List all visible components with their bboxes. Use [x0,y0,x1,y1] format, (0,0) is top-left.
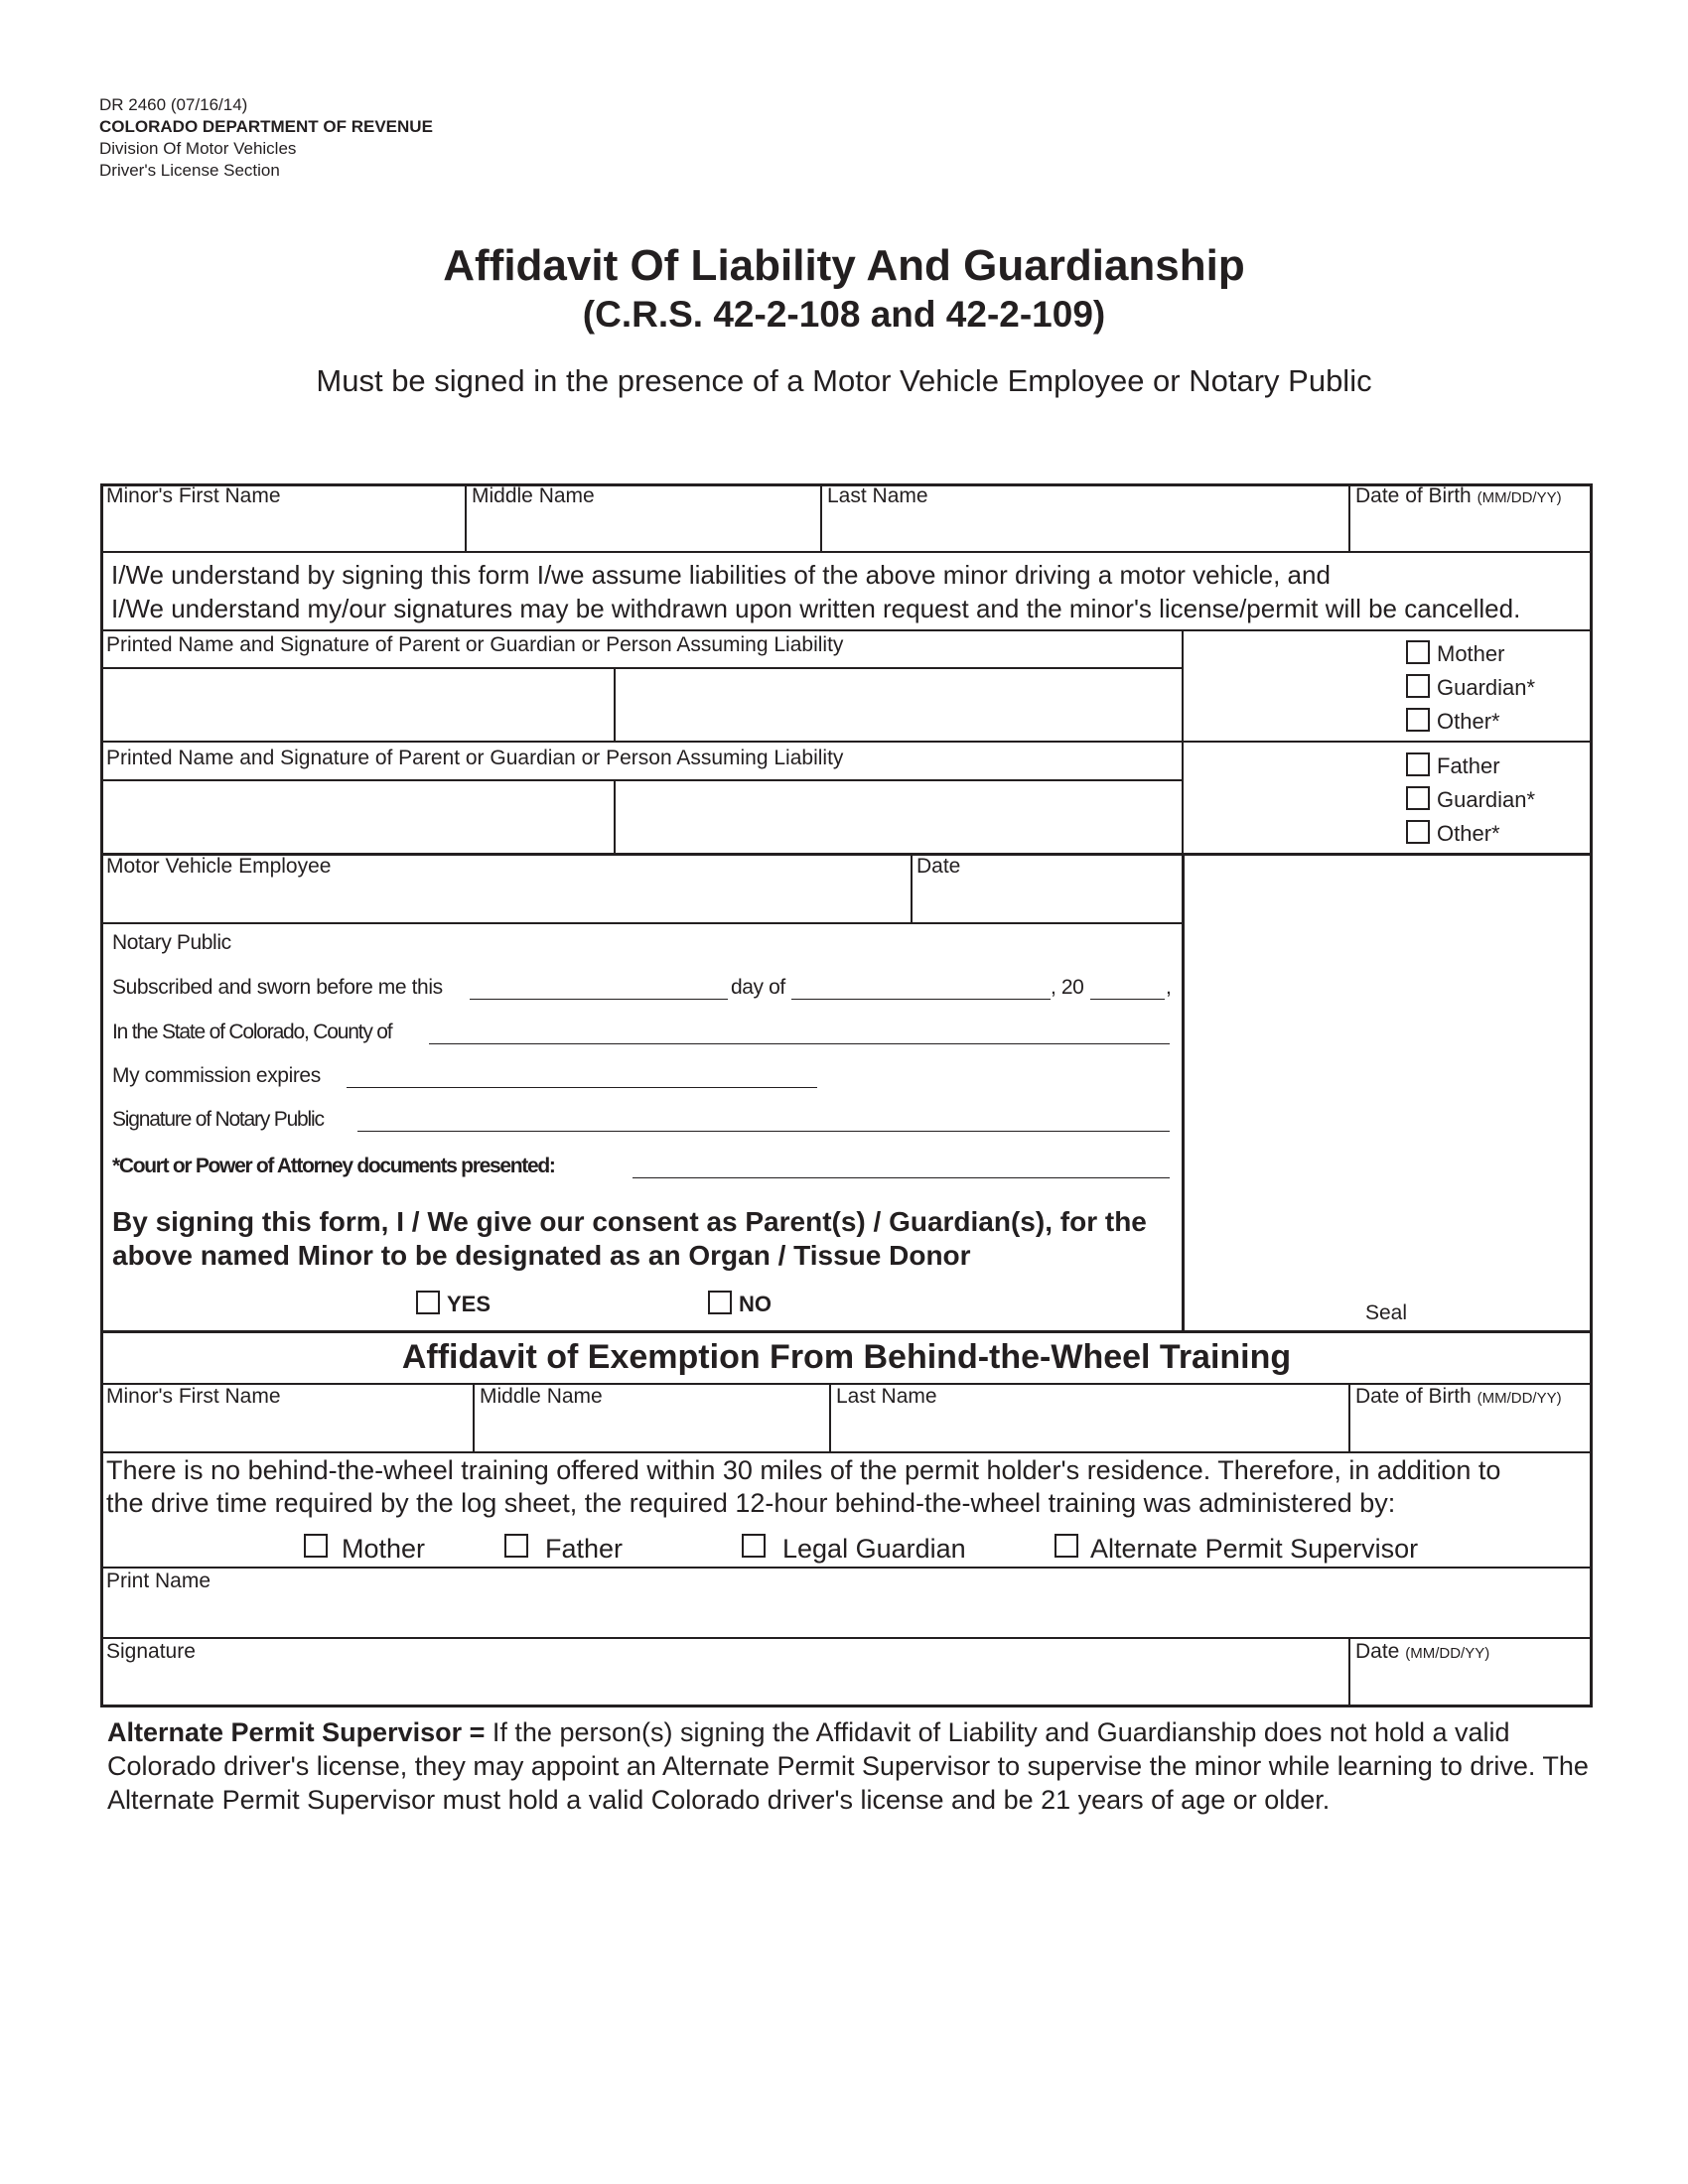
court-documents-line[interactable] [633,1177,1170,1178]
guardian-checkbox-2[interactable] [1406,786,1430,810]
divider [100,1330,1593,1333]
divider [100,741,1593,743]
other-option-label-2: Other* [1437,821,1500,846]
form-number: DR 2460 (07/16/14) [99,95,248,114]
year-prefix-label: , 20 [1051,976,1084,999]
exemption-middle-name-field[interactable] [475,1411,828,1450]
divider [911,853,913,923]
parent-printed-name-field-1[interactable] [102,670,613,740]
divider [1348,483,1350,551]
section-name: Driver's License Section [99,161,280,180]
father-option-label: Father [1437,753,1500,778]
seal-label: Seal [1365,1301,1408,1324]
notary-seal-area [1185,856,1591,1330]
exemption-mother-label: Mother [342,1534,426,1564]
signature-date-label: Date (MM/DD/YY) [1355,1640,1490,1663]
divider [614,667,616,741]
father-checkbox[interactable] [1406,752,1430,776]
presence-note: Must be signed in the presence of a Motor Vehicle Employee or Notary Public [316,363,1372,398]
minor-first-name-label: Minor's First Name [106,484,281,507]
divider [100,1451,1593,1453]
exemption-father-label: Father [545,1534,624,1564]
exemption-last-name-label: Last Name [836,1385,937,1408]
middle-name-label: Middle Name [472,484,595,507]
signature-date-field[interactable] [1350,1665,1591,1706]
mother-checkbox[interactable] [1406,640,1430,664]
exemption-statement-line-1: There is no behind-the-wheel training offered within 30 miles of the permit holder's residence. Therefore, in addition to [106,1455,1501,1485]
divider [100,1567,1593,1569]
divider [100,629,1593,631]
county-label: In the State of Colorado, County of [112,1021,392,1043]
organ-donor-no-checkbox[interactable] [708,1291,732,1314]
exemption-mother-checkbox[interactable] [304,1534,328,1558]
exemption-alternate-supervisor-label: Alternate Permit Supervisor [1090,1534,1419,1564]
mother-option-label: Mother [1437,641,1505,666]
exemption-legal-guardian-label: Legal Guardian [782,1534,966,1564]
exemption-section-title: Affidavit of Exemption From Behind-the-Wheel Training [401,1338,1292,1376]
last-name-label: Last Name [827,484,928,507]
court-documents-label: *Court or Power of Attorney documents presented: [112,1155,555,1177]
alternate-supervisor-footnote [107,1715,1597,1817]
employee-date-field[interactable] [914,880,1180,921]
notary-public-title: Notary Public [112,931,231,954]
divider [100,551,1593,553]
page-subtitle: (C.R.S. 42-2-108 and 42-2-109) [582,294,1106,335]
subscribed-day-line[interactable] [470,999,728,1000]
footnote-text: If the person(s) signing the Affidavit of Liability and Guardianship does not hold a valid Colorado driver's license, they may appoint an Alternate Permit Supervisor to supervise the minor while learning to drive. The Alternate Permit Supervisor must hold a valid Colorado driver's license and be 21 years of age or older. [107,1717,1589,1815]
parent-signature-label-2: Printed Name and Signature of Parent or Guardian or Person Assuming Liability [106,747,844,769]
parent-signature-field-2[interactable] [617,782,1181,853]
signature-label: Signature [106,1640,196,1663]
subscribed-comma: , [1166,976,1172,999]
notary-signature-line[interactable] [357,1131,1170,1132]
commission-expires-line[interactable] [347,1087,817,1088]
signature-field[interactable] [102,1665,1347,1706]
divider [100,1637,1593,1639]
organ-donor-yes-checkbox[interactable] [416,1291,440,1314]
subscribed-year-line[interactable] [1090,999,1165,1000]
divider [614,779,616,855]
page-title: Affidavit Of Liability And Guardianship [443,241,1245,290]
commission-expires-label: My commission expires [112,1064,321,1087]
guardian-checkbox-1[interactable] [1406,674,1430,698]
organ-donor-yes-label: YES [447,1292,492,1316]
understand-line-1: I/We understand by signing this form I/we assume liabilities of the above minor driving a motor vehicle, and [111,560,1331,590]
dob-label: Date of Birth (MM/DD/YY) [1355,484,1562,507]
subscribed-label: Subscribed and sworn before me this [112,976,443,999]
divider [100,779,1182,781]
exemption-alternate-supervisor-checkbox[interactable] [1055,1534,1078,1558]
exemption-first-name-label: Minor's First Name [106,1385,281,1408]
exemption-legal-guardian-checkbox[interactable] [742,1534,766,1558]
guardian-option-label-1: Guardian* [1437,675,1536,700]
employee-date-label: Date [916,855,961,878]
divider [820,483,822,551]
county-line[interactable] [429,1043,1170,1044]
print-name-label: Print Name [106,1570,211,1592]
parent-printed-name-field-2[interactable] [102,782,613,853]
exemption-first-name-field[interactable] [102,1411,472,1450]
motor-vehicle-employee-field[interactable] [102,880,910,921]
divider [100,667,1182,669]
exemption-middle-name-label: Middle Name [480,1385,603,1408]
other-checkbox-2[interactable] [1406,820,1430,844]
divider [100,922,1182,924]
parent-signature-field-1[interactable] [617,670,1181,740]
organ-donor-consent-text: By signing this form, I / We give our consent as Parent(s) / Guardian(s), for the above named Minor to be designated as an Organ / Tissue Donor [112,1206,1147,1271]
exemption-father-checkbox[interactable] [504,1534,528,1558]
exemption-dob-label: Date of Birth (MM/DD/YY) [1355,1385,1562,1408]
division-name: Division Of Motor Vehicles [99,139,297,158]
guardian-option-label-2: Guardian* [1437,787,1536,812]
exemption-last-name-field[interactable] [831,1411,1347,1450]
divider [465,483,467,551]
other-checkbox-1[interactable] [1406,708,1430,732]
motor-vehicle-employee-label: Motor Vehicle Employee [106,855,332,878]
subscribed-month-line[interactable] [791,999,1051,1000]
day-of-label: day of [731,976,785,999]
other-option-label-1: Other* [1437,709,1500,734]
notary-signature-label: Signature of Notary Public [112,1108,324,1131]
exemption-statement-line-2: the drive time required by the log sheet, the required 12-hour behind-the-wheel training was administered by: [106,1488,1396,1518]
print-name-field[interactable] [102,1594,1591,1636]
footnote-term: Alternate Permit Supervisor = [107,1717,486,1747]
understand-line-2: I/We understand my/our signatures may be withdrawn upon written request and the minor's license/permit will be cancelled. [111,594,1521,623]
parent-signature-label-1: Printed Name and Signature of Parent or Guardian or Person Assuming Liability [106,633,844,656]
exemption-dob-field[interactable] [1350,1411,1591,1450]
department-name: COLORADO DEPARTMENT OF REVENUE [99,117,433,136]
organ-donor-no-label: NO [739,1292,772,1316]
